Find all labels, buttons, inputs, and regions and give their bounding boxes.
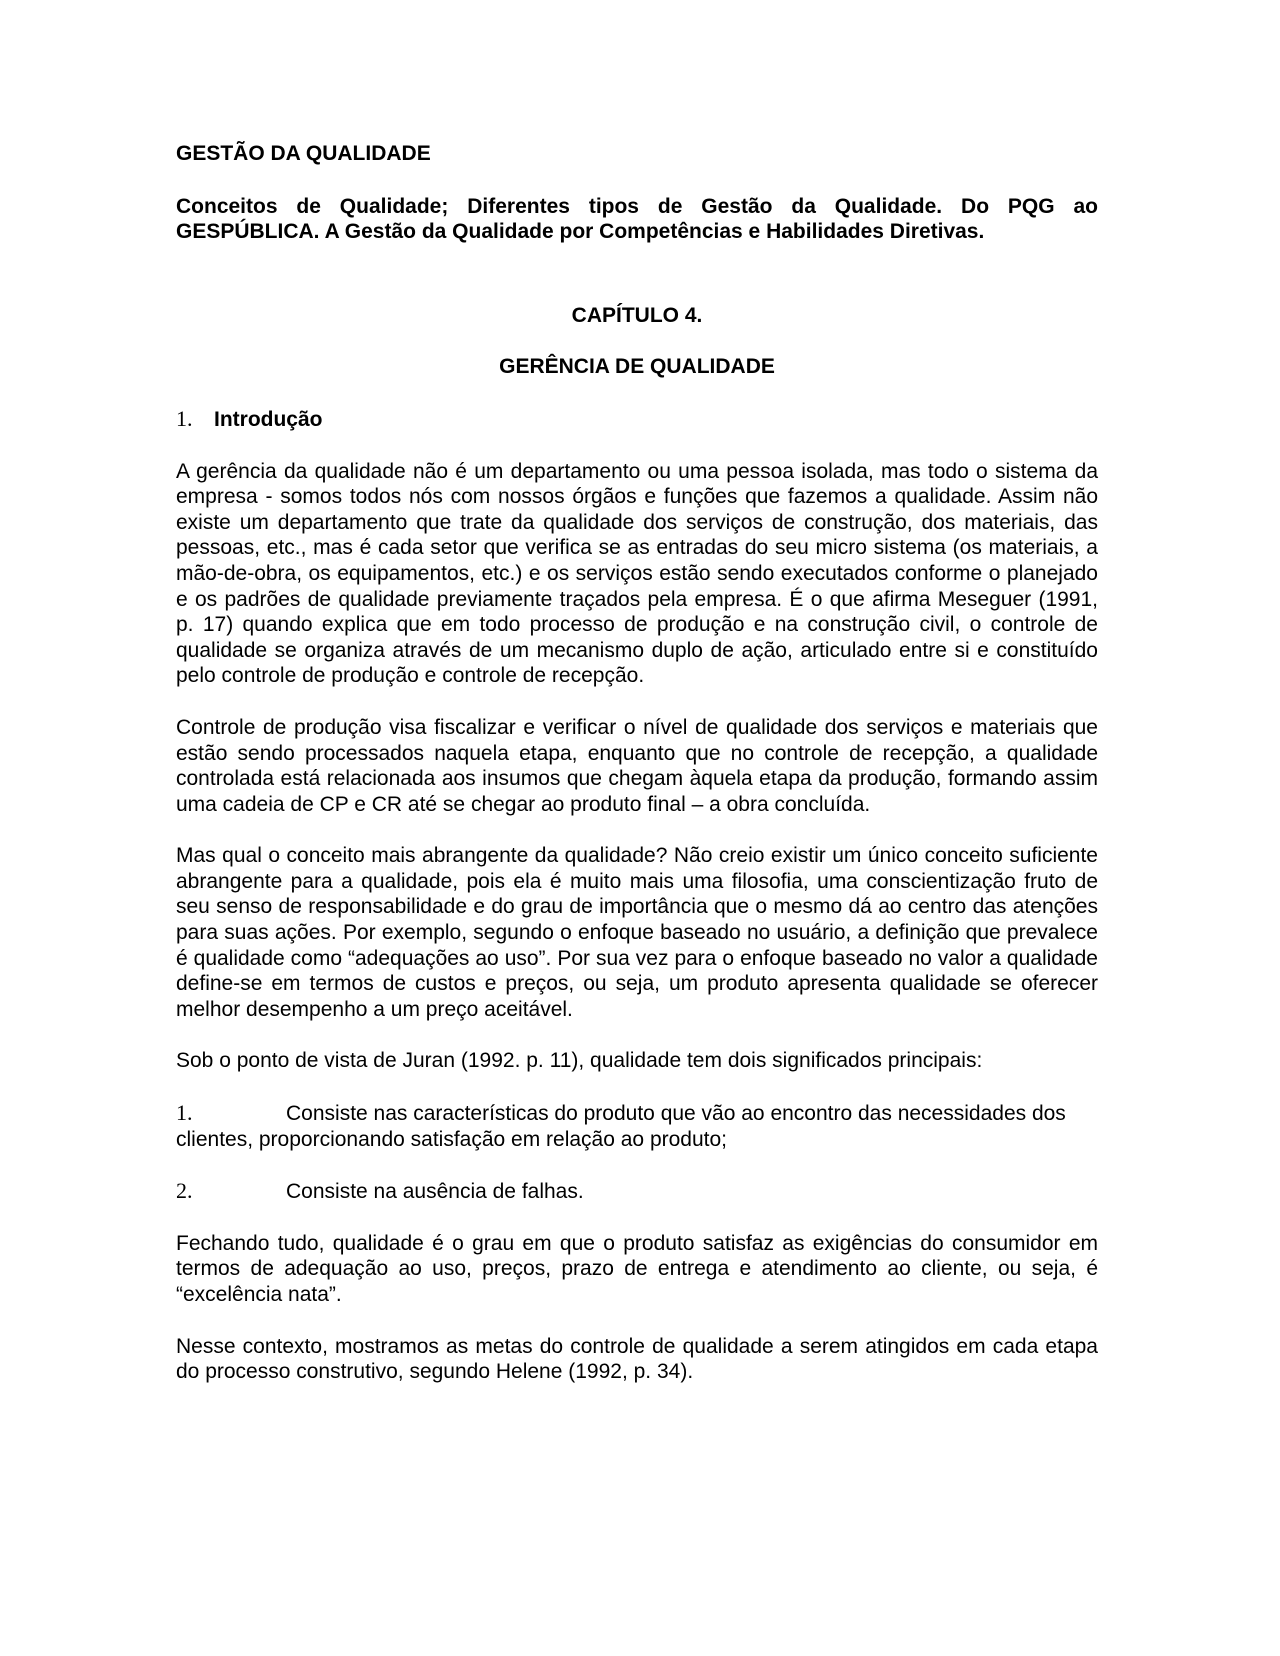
document-page [176, 141, 1098, 1385]
list-item-text: Consiste nas características do produto que vão ao encontro das necessidades dos clientes, proporcionando satisfação em relação ao produto; [176, 1102, 1066, 1151]
section-heading [176, 406, 1098, 433]
section-title: Introdução [214, 407, 323, 431]
paragraph: A gerência da qualidade não é um departamento ou uma pessoa isolada, mas todo o sistema da empresa - somos todos nós com nossos órgãos e funções que fazemos a qualidade. Assim não existe um departamento que trate da qualidade dos serviços de construção, dos materiais, das pessoas, etc., mas é cada setor que verifica se as entradas do seu micro sistema (os materiais, a mão-de-obra, os equipamentos, etc.) e os serviços estão sendo executados conforme o planejado e os padrões de qualidade previamente traçados pela empresa. É o que afirma Meseguer (1991, p. 17) quando explica que em todo processo de produção e na construção civil, o controle de qualidade se organiza através de um mecanismo duplo de ação, articulado entre si e constituído pelo controle de produção e controle de recepção. [176, 459, 1098, 688]
paragraph: Nesse contexto, mostramos as metas do controle de qualidade a serem atingidos em cada etapa do processo construtivo, segundo Helene (1992, p. 34). [176, 1334, 1098, 1384]
list-item-number: 1. [176, 1100, 193, 1126]
chapter-heading: CAPÍTULO 4. [571, 303, 703, 327]
paragraph: Fechando tudo, qualidade é o grau em que o produto satisfaz as exigências do consumidor em termos de adequação ao uso, preços, prazo de entrega e atendimento ao cliente, ou seja, é “excelência nata”. [176, 1231, 1098, 1306]
section-number: 1. [176, 405, 193, 431]
chapter-title: GERÊNCIA DE QUALIDADE [499, 355, 775, 379]
list-item-number: 2. [176, 1178, 193, 1204]
paragraph: Sob o ponto de vista de Juran (1992. p. 11), qualidade tem dois significados principais: [176, 1049, 983, 1073]
list-item-text: Consiste na ausência de falhas. [286, 1180, 584, 1204]
list-item [176, 1178, 1098, 1205]
document-title: GESTÃO DA QUALIDADE [176, 142, 431, 165]
paragraph: Mas qual o conceito mais abrangente da qualidade? Não creio existir um único conceito suficiente abrangente para a qualidade, pois ela é muito mais uma filosofia, uma conscientização fruto de seu senso de responsabilidade e do grau de importância que o mesmo dá ao centro das atenções para suas ações. Por exemplo, segundo o enfoque baseado no usuário, a definição que prevalece é qualidade como “adequações ao uso”. Por sua vez para o enfoque baseado no valor a qualidade define-se em termos de custos e preços, ou seja, um produto apresenta qualidade se oferecer melhor desempenho a um preço aceitável. [176, 844, 1098, 1021]
document-subtitle: Conceitos de Qualidade; Diferentes tipos de Gestão da Qualidade. Do PQG ao GESPÚBLICA. A Gestão da Qualidade por Competências e Habilidades Diretivas. [176, 194, 1098, 244]
paragraph: Controle de produção visa fiscalizar e verificar o nível de qualidade dos serviços e materiais que estão sendo processados naquela etapa, enquanto que no controle de recepção, a qualidade controlada está relacionada aos insumos que chegam àquela etapa da produção, formando assim uma cadeia de CP e CR até se chegar ao produto final – a obra concluída. [176, 715, 1098, 816]
list-item [176, 1100, 1098, 1152]
